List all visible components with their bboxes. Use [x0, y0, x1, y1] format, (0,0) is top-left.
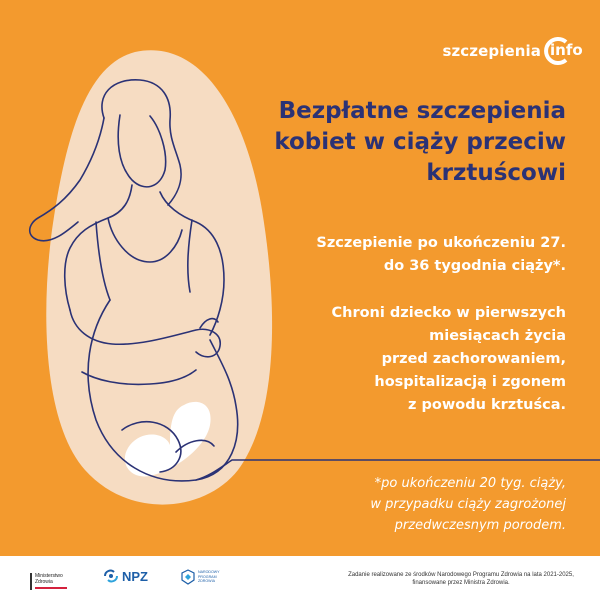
headline-line: krztuścowi — [426, 160, 566, 186]
protection-line: z powodu krztuśca. — [408, 397, 566, 413]
footnote-line: *po ukończeniu 20 tyg. ciąży, — [374, 476, 566, 491]
footnote-line: przedwczesnym porodem. — [394, 518, 566, 533]
ministry-logo-bar — [30, 573, 32, 590]
npz-swirl-icon — [102, 568, 120, 584]
protection-line: miesiącach życia — [429, 328, 566, 344]
npz-logo — [102, 568, 148, 584]
protection-line: Chroni dziecko w pierwszych — [331, 305, 566, 321]
ministry-logo-text: Ministerstwo Zdrowia — [35, 573, 63, 585]
protection-line: hospitalizacją i zgonem — [374, 374, 566, 390]
logo-info: info — [550, 41, 583, 59]
headline-line: Bezpłatne szczepienia — [278, 98, 566, 124]
timing-line: do 36 tygodnia ciąży*. — [383, 258, 566, 274]
footer — [0, 556, 600, 597]
szczepienia-info-logo — [442, 36, 583, 66]
headline-line: kobiet w ciąży przeciw — [274, 129, 566, 155]
health-program-logo — [180, 569, 220, 585]
logo-ring-icon — [544, 36, 583, 66]
funding-line: finansowane przez Ministra Zdrowia. — [412, 580, 510, 586]
timing-line: Szczepienie po ukończeniu 27. — [316, 235, 566, 251]
protection-line: przed zachorowaniem, — [381, 351, 566, 367]
program-emblem-icon — [180, 569, 196, 585]
footnote — [226, 473, 566, 536]
protection-text — [226, 302, 566, 417]
footnote-line: w przypadku ciąży zagrożonej — [370, 497, 566, 512]
funding-line: Zadanie realizowane ze środków Narodowego Programu Zdrowia na lata 2021-2025, — [348, 572, 574, 578]
program-logo-text: NARODOWY PROGRAM ZDROWIA — [198, 570, 220, 584]
headline — [226, 96, 566, 189]
vaccination-timing-text — [226, 232, 566, 278]
ministry-flag-stripe — [35, 587, 67, 589]
funding-notice — [336, 571, 586, 587]
logo-word: szczepienia — [442, 42, 541, 60]
npz-label: NPZ — [122, 568, 148, 584]
